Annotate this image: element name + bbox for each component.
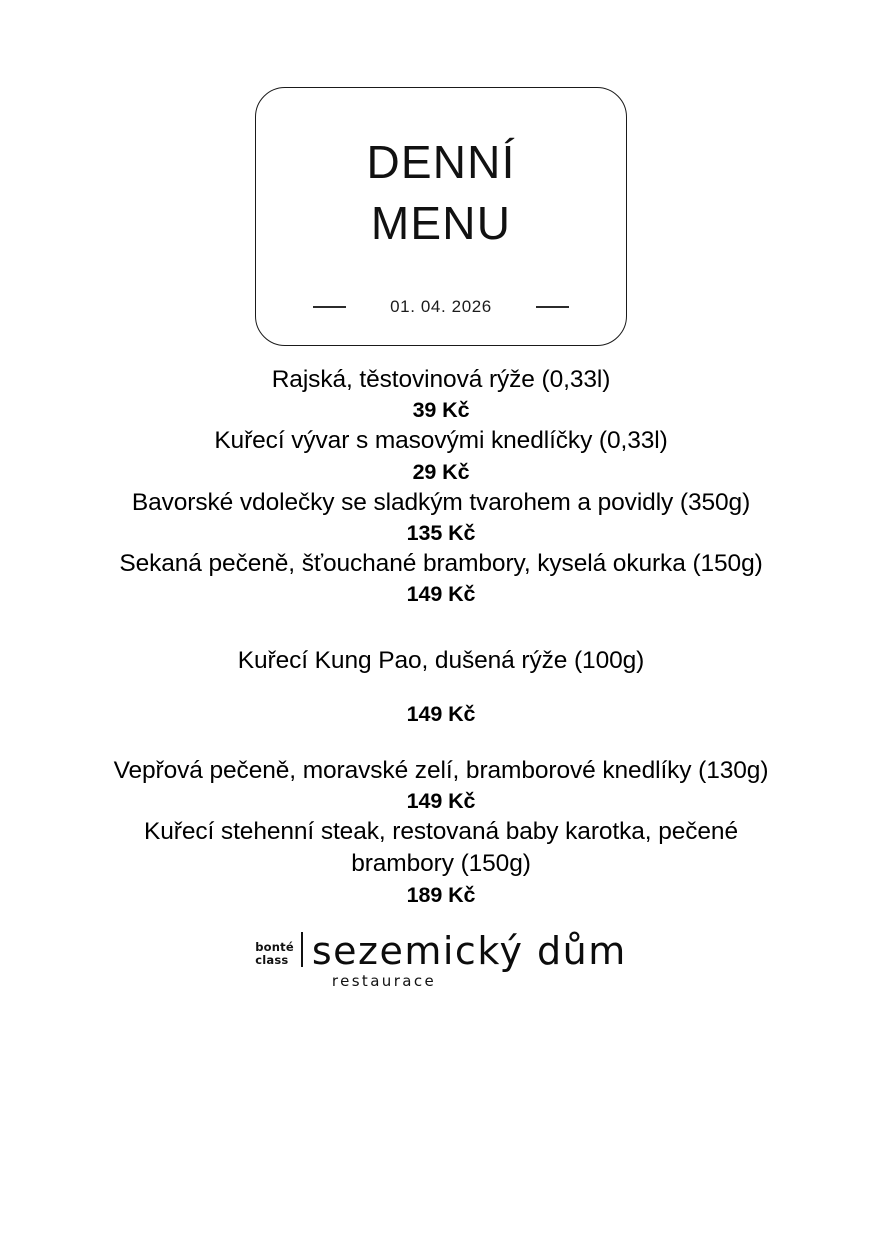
menu-item-price: 29 Kč xyxy=(412,459,470,484)
menu-item xyxy=(91,755,791,816)
menu-item-price: 189 Kč xyxy=(406,882,476,907)
title-line-2: MENU xyxy=(370,196,512,249)
menu-date: 01. 04. 2026 xyxy=(390,297,492,316)
dash-right-icon xyxy=(536,306,569,308)
menu-item-name: Kuřecí Kung Pao, dušená rýže (100g) xyxy=(237,647,645,675)
menu-item-name: Kuřecí stehenní steak, restovaná baby karotka, pečené brambory (150g) xyxy=(144,818,738,878)
bonte-label: bonté xyxy=(255,939,294,954)
menu-item xyxy=(91,487,791,548)
page-title xyxy=(366,132,515,253)
dash-left-icon xyxy=(313,306,346,308)
menu-item-price: 149 Kč xyxy=(406,582,476,607)
restaurant-subtitle: restaurace xyxy=(331,971,437,990)
restaurant-name: sezemický dům xyxy=(311,928,627,973)
menu-item xyxy=(91,645,791,728)
menu-item-list xyxy=(91,364,791,910)
date-row xyxy=(256,297,626,317)
menu-item xyxy=(91,548,791,609)
menu-item-price: 39 Kč xyxy=(412,398,470,423)
menu-item-price: 149 Kč xyxy=(406,789,476,814)
menu-item-name: Rajská, těstovinová rýže (0,33l) xyxy=(271,366,611,393)
menu-item-name: Kuřecí vývar s masovými knedlíčky (0,33l) xyxy=(214,427,668,455)
menu-item xyxy=(91,364,791,425)
menu-item xyxy=(91,816,791,910)
menu-item-price: 149 Kč xyxy=(406,701,476,726)
menu-item-name: Sekaná pečeně, šťouchané brambory, kyselá okurka (150g) xyxy=(119,550,763,578)
menu-item-name: Bavorské vdolečky se sladkým tvarohem a povidly (350g) xyxy=(131,488,751,516)
menu-header-card xyxy=(255,87,627,346)
logo-text-block xyxy=(311,928,627,990)
class-label: class xyxy=(255,952,289,967)
title-line-1: DENNÍ xyxy=(366,136,516,188)
menu-item-price: 135 Kč xyxy=(406,521,476,546)
bonte-class-badge xyxy=(255,932,303,967)
restaurant-logo xyxy=(255,928,627,990)
menu-item xyxy=(91,425,791,486)
menu-item-name: Vepřová pečeně, moravské zelí, bramborové knedlíky (130g) xyxy=(113,756,769,784)
